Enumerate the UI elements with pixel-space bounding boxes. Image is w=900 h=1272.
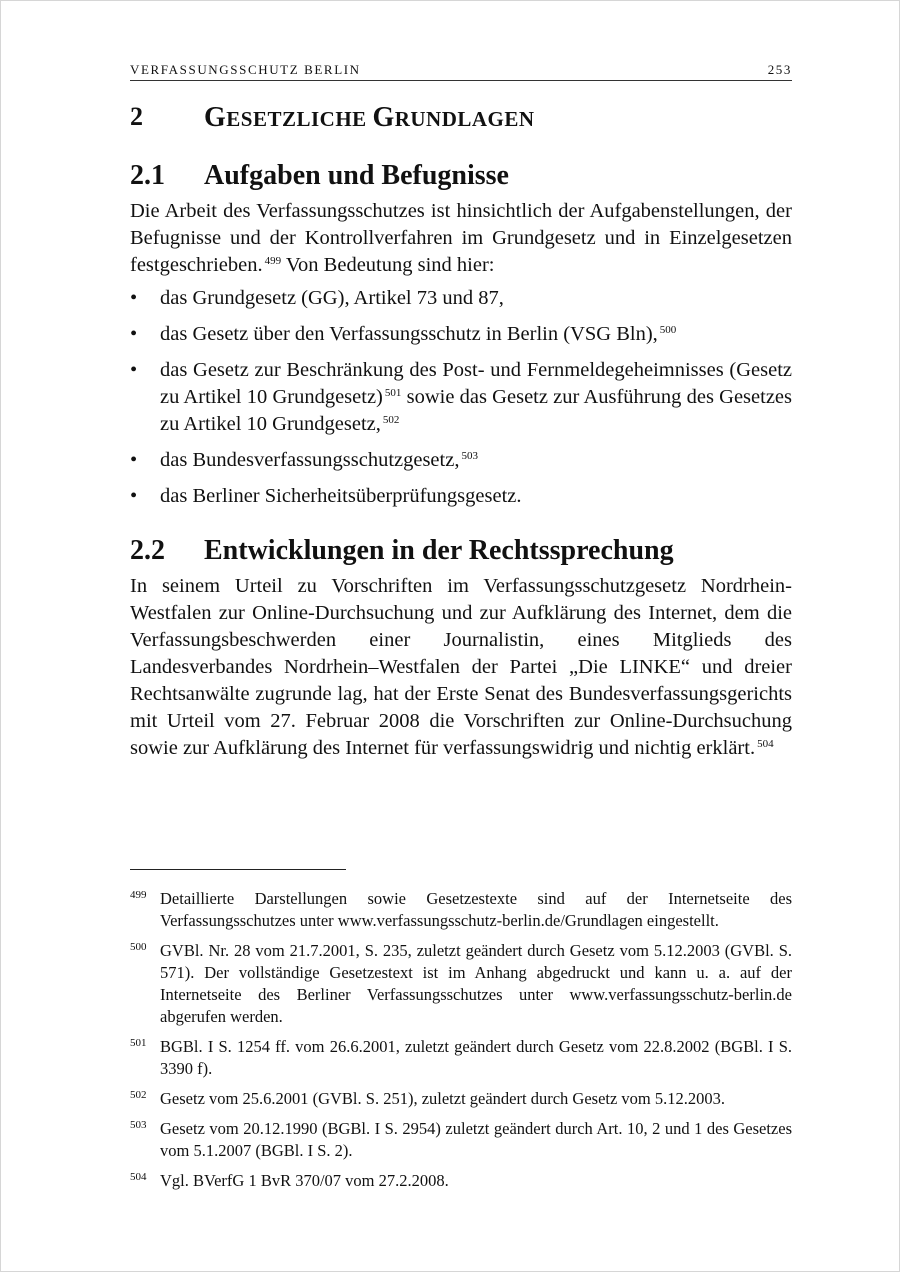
chapter-number: 2 (130, 102, 143, 131)
footnote-number: 499 (130, 889, 147, 901)
footnote-number: 504 (130, 1171, 147, 1183)
bullet-icon: • (130, 359, 138, 381)
footnote (130, 888, 792, 932)
bullet-icon: • (130, 449, 138, 471)
body-paragraph: In seinem Urteil zu Vorschriften im Verfassungsschutzgesetz Nordrhein-Westfalen zur Online-Durchsuchung und zur Aufklärung des Internet, dem die Verfassungsbeschwerden einer Journalistin, eines Mitglieds des Landesverbandes Nordrhein–Westfalen der Partei „Die LINKE“ und dreier Rechtsanwälte zugrunde lag, hat der Erste Senat des Bundesverfassungsgerichts mit Urteil vom 27. Februar 2008 die Vorschriften zur Online-Durchsuchung sowie zur Aufklärung des Internet für verfassungswidrig und nichtig erklärt. $^{504}$ (130, 575, 792, 759)
list-item: • das Gesetz über den Verfassungsschutz in Berlin (VSG Bln), $^{500}$ (130, 321, 792, 348)
footnote-ref[interactable]: 502 (382, 414, 400, 426)
footnote-text: Gesetz vom 20.12.1990 (BGBl. I S. 2954) zuletzt geändert durch Art. 10, 2 und 1 des Gesetzes vom 5.1.2007 (BGBl. I S. 2). (160, 1119, 792, 1160)
footnote-ref[interactable]: 504 (757, 738, 774, 750)
footnote-ref[interactable]: 501 (384, 387, 402, 399)
footnote-number: 502 (130, 1089, 147, 1101)
list-item: • das Berliner Sicherheitsüberprüfungsgesetz. (130, 483, 792, 510)
footnote (130, 1088, 792, 1110)
footnote-text: GVBl. Nr. 28 vom 21.7.2001, S. 235, zuletzt geändert durch Gesetz vom 5.12.2003 (GVBl. S. 571). Der vollständige Gesetzestext ist im Anhang abgedruckt und kann u. a. auf der Internetseite des Berliner Verfassungsschutzes unter www.verfassungsschutz-berlin.de abgerufen werden. (160, 941, 792, 1026)
footnote-separator (130, 869, 346, 870)
footnote (130, 1036, 792, 1080)
footnote-text: Vgl. BVerfG 1 BvR 370/07 vom 27.2.2008. (160, 1171, 449, 1190)
footnotes (130, 888, 792, 1200)
footnote-text: Gesetz vom 25.6.2001 (GVBl. S. 251), zuletzt geändert durch Gesetz vom 5.12.2003. (160, 1089, 726, 1108)
footnote (130, 940, 792, 1028)
chapter-title: GESETZLICHE GRUNDLAGEN (204, 102, 535, 133)
bullet-icon: • (130, 323, 138, 345)
footnote-number: 500 (130, 941, 147, 953)
section-number: 2.2 (130, 535, 165, 566)
footnote-ref[interactable]: 500 (659, 324, 677, 336)
page-number: 253 (767, 62, 792, 77)
section-heading-2-1 (130, 160, 792, 192)
chapter-heading (130, 102, 792, 134)
law-list (130, 285, 792, 510)
intro-paragraph: Die Arbeit des Verfassungsschutzes ist hinsichtlich der Aufgabenstellungen, der Befugnisse und der Kontrollverfahren im Grundgesetz und in Einzelgesetzen festgeschrieben. $^{499}$ Von Bedeutung sind hier: (130, 200, 792, 276)
section-title: Aufgaben und Befugnisse (204, 160, 509, 191)
footnote-number: 501 (130, 1037, 147, 1049)
running-header (130, 62, 792, 81)
footnote (130, 1170, 792, 1192)
footnote-ref[interactable]: 499 (264, 255, 282, 267)
list-item: • das Gesetz zur Beschränkung des Post- und Fernmeldegeheimnisses (Gesetz zu Artikel 10 Grundgesetz) $^{501}$ sowie das Gesetz zur Ausführung des Gesetzes zu Artikel 10 Grundgesetz, $^{502}$ (130, 359, 792, 435)
running-title: VERFASSUNGSSCHUTZ BERLIN (130, 62, 361, 77)
footnote-text: Detaillierte Darstellungen sowie Gesetzestexte sind auf der Internetseite des Verfassungsschutzes unter www.verfassungsschutz-berlin.de/Grundlagen eingestellt. (160, 889, 792, 930)
footnote-number: 503 (130, 1119, 147, 1131)
main-content (130, 102, 792, 762)
section-title: Entwicklungen in der Rechtssprechung (204, 535, 674, 566)
footnote-ref[interactable]: 503 (461, 450, 478, 462)
bullet-icon: • (130, 287, 138, 309)
bullet-icon: • (130, 485, 138, 507)
section-number: 2.1 (130, 160, 165, 191)
list-item: • das Bundesverfassungsschutzgesetz, $^{503}$ (130, 447, 792, 474)
section-heading-2-2 (130, 535, 792, 567)
footnote-text: BGBl. I S. 1254 ff. vom 26.6.2001, zuletzt geändert durch Gesetz vom 22.8.2002 (BGBl. I S. 3390 f). (160, 1037, 792, 1078)
footnote (130, 1118, 792, 1162)
list-item: • das Grundgesetz (GG), Artikel 73 und 87, (130, 285, 792, 312)
